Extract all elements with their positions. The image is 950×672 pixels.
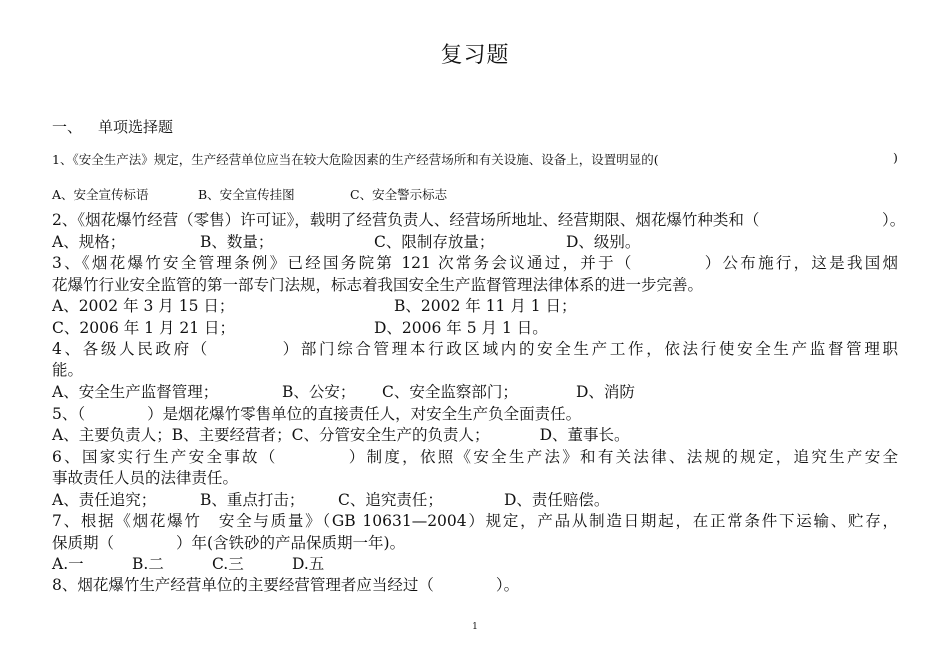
option-c: C.三 [212, 555, 244, 573]
option-b: B、安全宣传挂图 [198, 187, 295, 202]
question-3-options-row-1 [52, 294, 577, 316]
option-b: B、主要经营者； [171, 426, 292, 444]
question-3-options-row-2 [52, 316, 548, 338]
question-2-stem [52, 208, 759, 230]
option-d: D、2006 年 5 月 1 日。 [374, 319, 548, 337]
question-2-text: 2、《烟花爆竹经营（零售）许可证》，载明了经营负责人、经营场所地址、经营期限、烟花爆竹种类和（ [52, 211, 760, 229]
question-1-options [52, 185, 447, 203]
option-c: C、2006 年 1 月 21 日； [52, 319, 236, 337]
option-a: A、规格； [52, 233, 126, 251]
option-b: B.二 [132, 555, 164, 573]
option-a: A、主要负责人； [52, 426, 172, 444]
option-c: C、安全警示标志 [350, 187, 448, 202]
page-number: 1 [472, 622, 478, 632]
section-title: 单项选择题 [98, 118, 174, 136]
option-a: A、2002 年 3 月 15 日； [52, 297, 235, 315]
option-b: B、数量； [200, 233, 274, 251]
question-4-line-1: 4、各级人民政府（ ）部门综合管理本行政区域内的安全生产工作，依法行使安全生产监督管理职 [52, 340, 898, 358]
section-heading [52, 116, 173, 137]
question-8-line-1: 8、烟花爆竹生产经营单位的主要经营管理者应当经过（ ）。 [52, 576, 520, 594]
option-a: A、安全生产监督管理； [52, 383, 219, 401]
option-a: A、责任追究； [52, 491, 157, 509]
question-6-line-2: 事故责任人员的法律责任。 [52, 469, 239, 487]
option-d: D、责任赔偿。 [504, 491, 610, 509]
option-d: D、董事长。 [539, 426, 630, 444]
option-b: B、重点打击； [200, 491, 305, 509]
question-4-line-2: 能。 [52, 361, 84, 379]
question-2-close: ）。 [882, 211, 906, 229]
option-d: D、消防 [576, 383, 635, 401]
question-6-options [52, 488, 609, 510]
question-5-options [52, 423, 630, 445]
question-1-stem [52, 150, 659, 168]
option-b: B、2002 年 11 月 1 日； [394, 297, 577, 315]
question-3-line-2: 花爆竹行业安全监管的第一部专门法规，标志着我国安全生产监督管理法律体系的进一步完善。 [52, 276, 704, 294]
option-a: A.一 [52, 555, 84, 573]
option-c: C、安全监察部门； [382, 383, 518, 401]
question-7-line-1: 7、根据《烟花爆竹 安全与质量》（GB 10631—2004）规定，产品从制造日期起，在正常条件下运输、贮存， [52, 512, 898, 530]
question-1-text: 1、《安全生产法》规定，生产经营单位应当在较大危险因素的生产经营场所和有关设施、设备上，设置明显的( [52, 152, 659, 167]
question-2-options [52, 230, 640, 252]
question-6-line-1: 6、国家实行生产安全事故（ ）制度，依照《安全生产法》和有关法律、法规的规定，追究生产安全 [52, 448, 898, 466]
option-a: A、安全宣传标语 [52, 187, 149, 202]
option-c: C、限制存放量； [374, 233, 495, 251]
question-3-line-1: 3、《烟花爆竹安全管理条例》已经国务院第 121 次常务会议通过，并于（ ）公布施行，这是我国烟 [52, 254, 898, 272]
question-4-options [52, 380, 635, 402]
question-1-close: ) [893, 150, 898, 165]
page-title: 复习题 [440, 43, 510, 68]
question-7-line-2: 保质期（ ）年(含铁砂的产品保质期一年)。 [52, 534, 406, 552]
question-7-options [52, 552, 324, 574]
question-5-line-1: 5、（ ）是烟花爆竹零售单位的直接责任人，对安全生产负全面责任。 [52, 405, 582, 423]
option-d: D.五 [292, 555, 325, 573]
option-c: C、分管安全生产的负责人； [291, 426, 490, 444]
option-b: B、公安； [282, 383, 356, 401]
option-d: D、级别。 [566, 233, 641, 251]
section-number: 一、 [52, 118, 83, 136]
option-c: C、追究责任； [338, 491, 443, 509]
